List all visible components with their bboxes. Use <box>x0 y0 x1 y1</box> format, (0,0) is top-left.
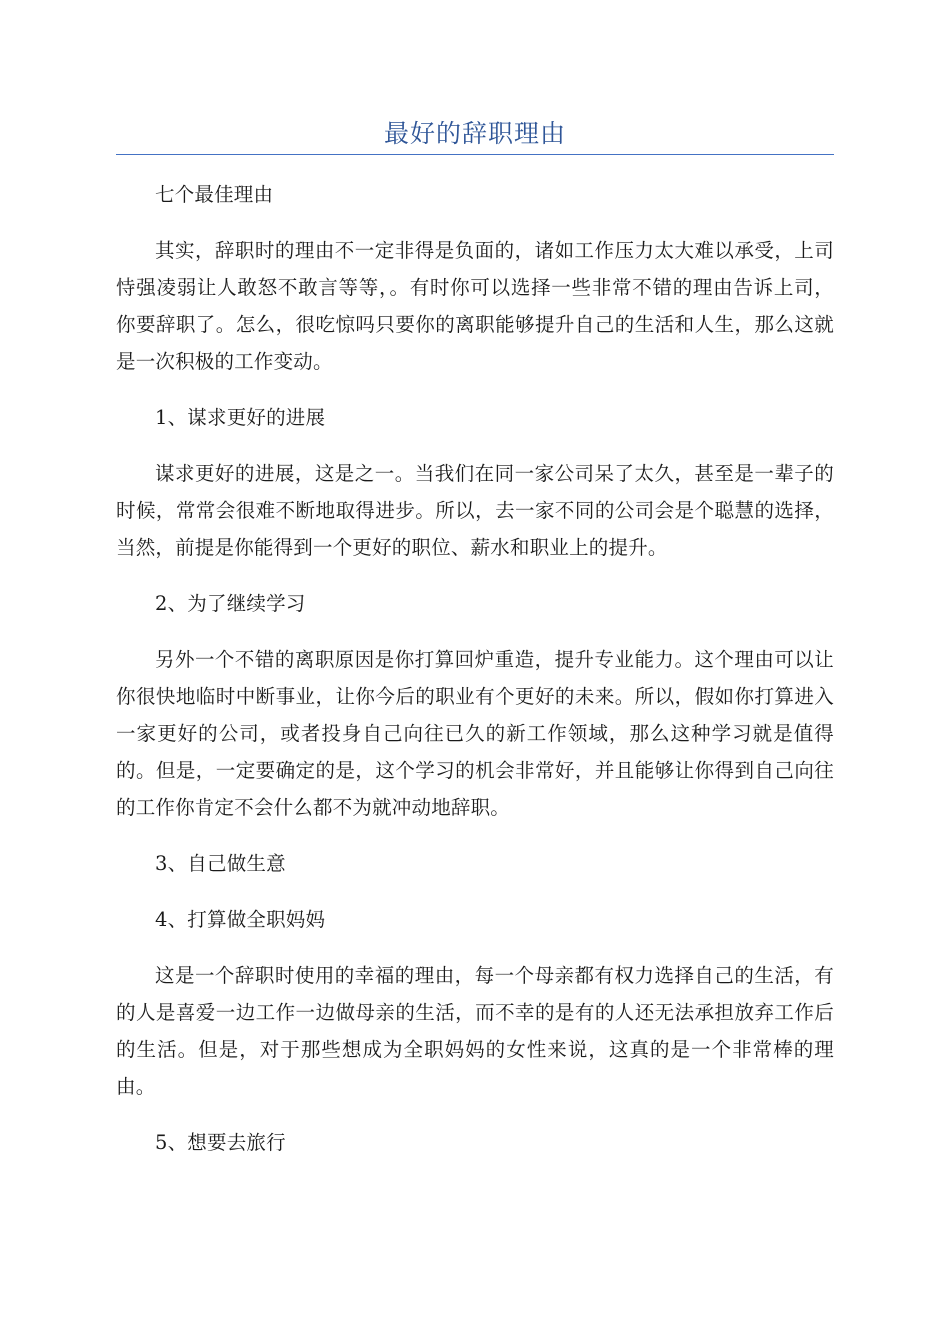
reason-heading-4: 4、打算做全职妈妈 <box>155 908 326 931</box>
subtitle-paragraph: 七个最佳理由 <box>155 183 274 206</box>
reason-body-1: 谋求更好的进展，这是之一。当我们在同一家公司呆了太久，甚至是一辈子的时候，常常会很难不断地取得进步。所以，去一家不同的公司会是个聪慧的选择，当然，前提是你能得到一个更好的职位、薪水和职业上的提升。 <box>116 462 834 559</box>
reason-heading-1: 1、谋求更好的进展 <box>155 406 326 429</box>
reason-heading-3: 3、自己做生意 <box>155 852 286 875</box>
reason-heading-5: 5、想要去旅行 <box>155 1131 286 1154</box>
title-underline <box>116 154 834 155</box>
reason-heading-2: 2、为了继续学习 <box>155 592 306 615</box>
document-title: 最好的辞职理由 <box>383 119 566 148</box>
reason-body-2: 另外一个不错的离职原因是你打算回炉重造，提升专业能力。这个理由可以让你很快地临时中断事业，让你今后的职业有个更好的未来。所以，假如你打算进入一家更好的公司，或者投身自己向往已久的新工作领域，那么这种学习就是值得的。但是，一定要确定的是，这个学习的机会非常好，并且能够让你得到自己向往的工作你肯定不会什么都不为就冲动地辞职。 <box>116 648 834 819</box>
document-body <box>116 176 834 1180</box>
intro-paragraph: 其实，辞职时的理由不一定非得是负面的，诸如工作压力太大难以承受，上司恃强凌弱让人敢怒不敢言等等，。有时你可以选择一些非常不错的理由告诉上司，你要辞职了。怎么，很吃惊吗只要你的离职能够提升自己的生活和人生，那么这就是一次积极的工作变动。 <box>116 239 834 373</box>
reason-body-4: 这是一个辞职时使用的幸福的理由，每一个母亲都有权力选择自己的生活，有的人是喜爱一边工作一边做母亲的生活，而不幸的是有的人还无法承担放弃工作后的生活。但是，对于那些想成为全职妈妈的女性来说，这真的是一个非常棒的理由。 <box>116 964 834 1098</box>
